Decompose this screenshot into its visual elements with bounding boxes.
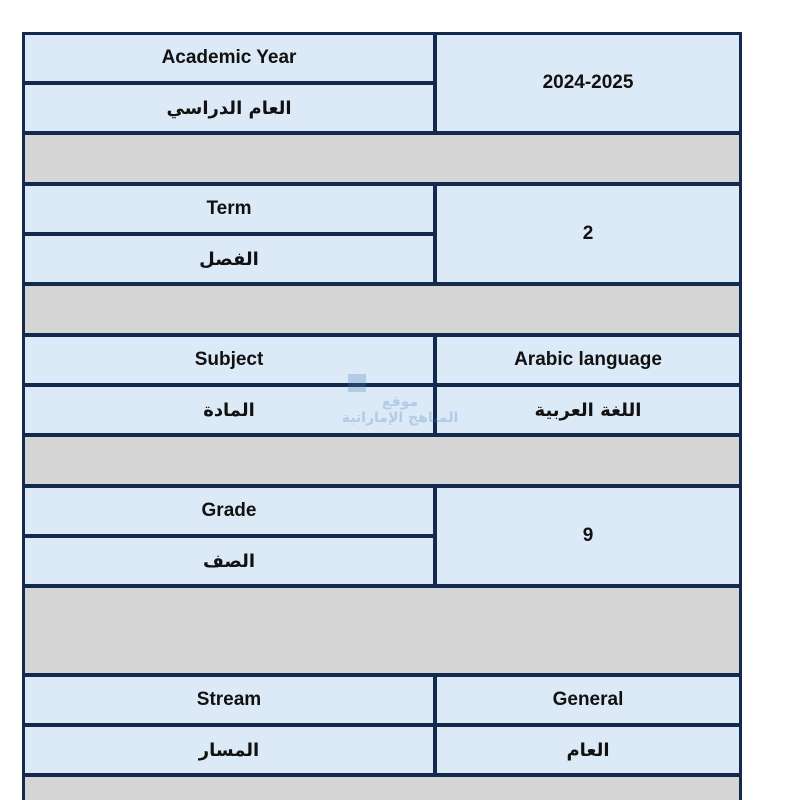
stream-value-en: General bbox=[437, 677, 739, 723]
subject-label-en: Subject bbox=[25, 337, 433, 383]
grade-label-ar: الصف bbox=[25, 538, 433, 584]
watermark-line-2: المناهج الإماراتية bbox=[341, 410, 459, 426]
separator-row bbox=[25, 437, 739, 484]
separator-row-tall bbox=[25, 588, 739, 673]
cover-info-table bbox=[22, 32, 742, 800]
separator-row bbox=[25, 135, 739, 182]
stream-label-en: Stream bbox=[25, 677, 433, 723]
academic-year-label-ar: العام الدراسي bbox=[25, 85, 433, 131]
separator-row bbox=[25, 286, 739, 333]
stream-label-ar: المسار bbox=[25, 727, 433, 773]
watermark-line-1: موقع bbox=[381, 394, 419, 410]
subject-value-ar: اللغة العربية bbox=[437, 387, 739, 433]
term-value: 2 bbox=[437, 186, 739, 282]
academic-year-label-en: Academic Year bbox=[25, 35, 433, 81]
academic-year-value: 2024-2025 bbox=[437, 35, 739, 131]
subject-value-en: Arabic language bbox=[437, 337, 739, 383]
separator-row bbox=[25, 777, 739, 800]
term-label-ar: الفصل bbox=[25, 236, 433, 282]
grade-label-en: Grade bbox=[25, 488, 433, 534]
grade-value: 9 bbox=[437, 488, 739, 584]
term-label-en: Term bbox=[25, 186, 433, 232]
stream-value-ar: العام bbox=[437, 727, 739, 773]
subject-label-ar: المادة bbox=[25, 387, 433, 433]
